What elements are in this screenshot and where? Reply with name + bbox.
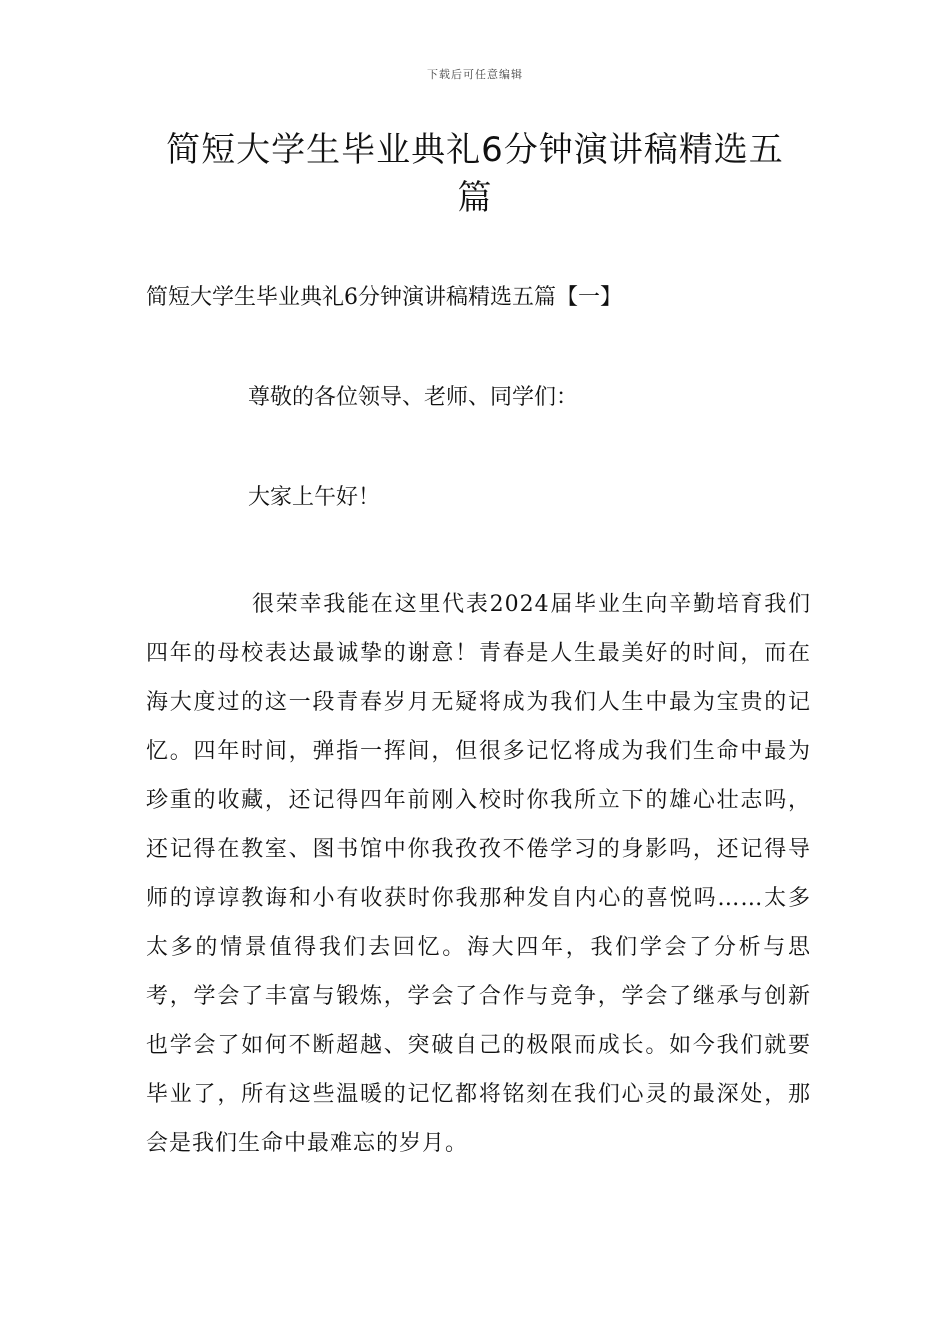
section-heading: 简短大学生毕业典礼6分钟演讲稿精选五篇【一】	[146, 285, 622, 310]
body-paragraph: 很荣幸我能在这里代表2024届毕业生向辛勤培育我们四年的母校表达最诚挚的谢意！青春是人生最美好的时间，而在海大度过的这一段青春岁月无疑将成为我们人生中最为宝贵的记忆。四年时间，弹指一挥间，但很多记忆将成为我们生命中最为珍重的收藏，还记得四年前刚入校时你我所立下的雄心壮志吗，还记得在教室、图书馆中你我孜孜不倦学习的身影吗，还记得导师的谆谆教诲和小有收获时你我那种发自内心的喜悦吗……太多太多的情景值得我们去回忆。海大四年，我们学会了分析与思考，学会了丰富与锻炼，学会了合作与竞争，学会了继承与创新也学会了如何不断超越、突破自己的极限而成长。如今我们就要毕业了，所有这些温暖的记忆都将铭刻在我们心灵的最深处，那会是我们生命中最难忘的岁月。	[146, 592, 811, 1156]
document-title: 简短大学生毕业典礼6分钟演讲稿精选五篇	[166, 130, 784, 218]
greeting: 大家上午好！	[248, 485, 381, 510]
header-note: 下载后可任意编辑	[427, 68, 523, 81]
salutation: 尊敬的各位领导、老师、同学们：	[248, 385, 579, 410]
